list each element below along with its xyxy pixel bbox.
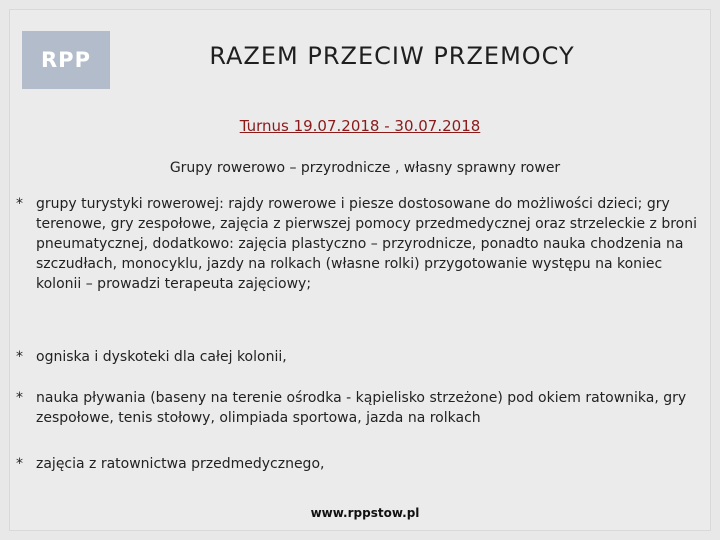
slide-title: RAZEM PRZECIW PRZEMOCY [209,42,575,70]
bullet-text: grupy turystyki rowerowej: rajdy rowerowe i piesze dostosowane do możliwości dzieci; gry terenowe, gry zespołowe, zajęcia z pierwszej pomocy przedmedycznej oraz strzeleckie z broni pneumatycznej, dodatkowo: zajęcia plastyczno – przyrodnicze, ponadto nauka chodzenia na szczudłach, monocyklu, jazdy na rolkach (własne rolki) przygotowanie występu na koniec kolonii – prowadzi terapeuta zajęciowy; [36,196,697,292]
session-dates: Turnus 19.07.2018 - 30.07.2018 [239,117,481,135]
bullet-item [16,194,706,294]
logo-text: RPP [41,48,91,72]
intro-line: Grupy rowerowo – przyrodnicze , własny sprawny rower [169,160,561,176]
bullet-item [16,454,706,474]
bullet-item [16,347,706,367]
bullet-marker: * [16,349,23,365]
bullet-marker: * [16,390,23,406]
bullet-text: zajęcia z ratownictwa przedmedycznego, [36,456,325,472]
bullet-marker: * [16,196,23,212]
website-link[interactable]: www.rppstow.pl [310,506,420,520]
bullet-text: ogniska i dyskoteki dla całej kolonii, [36,349,287,365]
bullet-marker: * [16,456,23,472]
bullet-item [16,388,706,428]
bullet-text: nauka pływania (baseny na terenie ośrodka - kąpielisko strzeżone) pod okiem ratownika, gry zespołowe, tenis stołowy, olimpiada sportowa, jazda na rolkach [36,390,687,426]
rpp-logo [22,31,110,89]
